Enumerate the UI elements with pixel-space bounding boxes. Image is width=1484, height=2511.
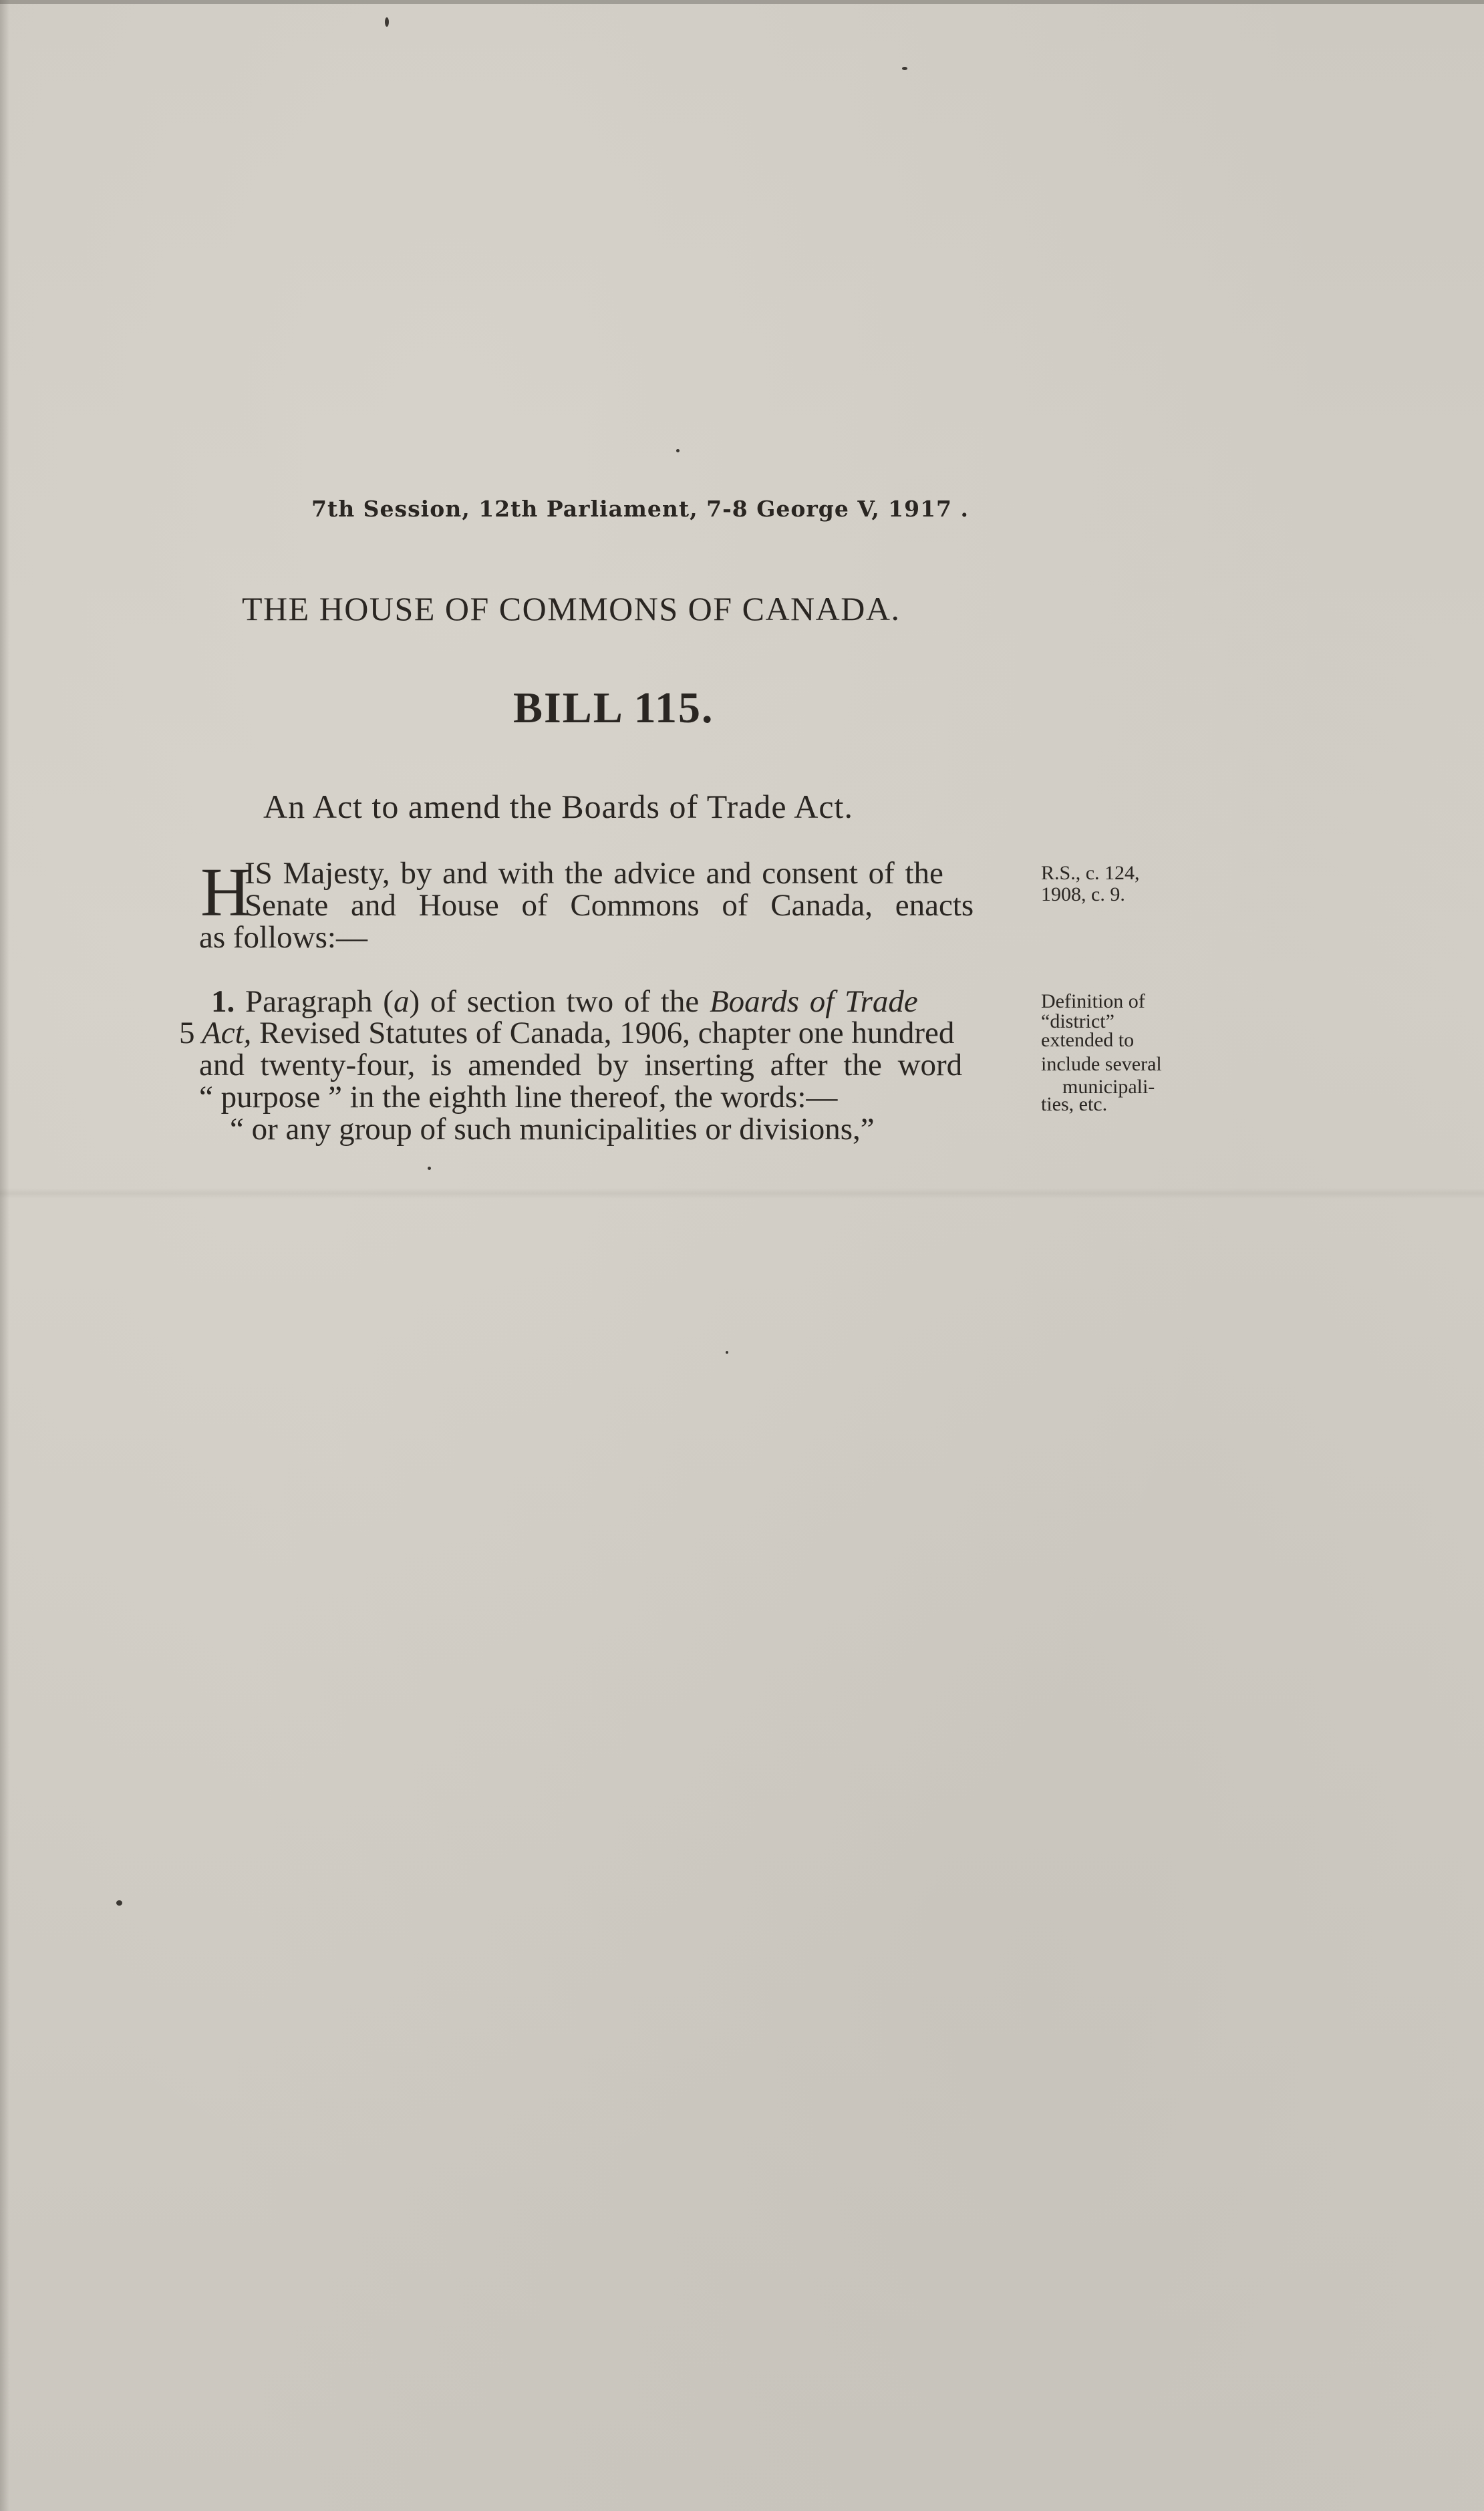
preamble-line-2: Senate and House of Commons of Canada, enacts [245, 888, 974, 923]
session-line: 7th Session, 12th Parliament, 7-8 George V, 1917 . [311, 496, 969, 522]
section1-line-1-text-c: ) of section two of the [409, 984, 710, 1019]
section1-line-2-text: Revised Statutes of Canada, 1906, chapter one hundred [251, 1016, 955, 1050]
page-top-edge [0, 0, 1484, 4]
section1-line-4: “ purpose ” in the eighth line thereof, the words:— [199, 1080, 838, 1115]
marginal-ref-line-1: R.S., c. 124, [1041, 862, 1140, 884]
marginal-ref-line-2: 1908, c. 9. [1041, 883, 1125, 905]
house-heading: THE HOUSE OF COMMONS OF CANADA. [242, 590, 901, 627]
preamble-dropcap: H [200, 854, 251, 931]
page-left-edge [0, 0, 9, 2511]
section1-line-3: and twenty-four, is amended by inserting after the word [199, 1048, 963, 1082]
preamble-line-3: as follows:— [199, 920, 367, 955]
section1-line-2 [202, 1018, 954, 1049]
paper-speck [428, 1167, 431, 1170]
paper-speck [676, 449, 680, 452]
preamble-line-1: IS Majesty, by and with the advice and consent of the [245, 856, 943, 891]
marginal-def-line-4: include several [1041, 1053, 1162, 1075]
page-fold-line [0, 1188, 1484, 1199]
section1-act-name: Boards of Trade [709, 984, 918, 1019]
section1-line-5: “ or any group of such municipalities or divisions,” [230, 1112, 875, 1147]
marginal-def-line-5: municipali- [1062, 1076, 1155, 1098]
section-number: 1. [211, 984, 235, 1019]
marginal-def-line-2: “district” [1041, 1010, 1115, 1032]
section1-line-1-text-a: Paragraph ( [245, 984, 394, 1019]
paper-speck [385, 17, 389, 27]
paper-speck [726, 1351, 728, 1354]
bill-number: BILL 115. [513, 684, 714, 732]
section1-paragraph-letter: a [393, 984, 410, 1019]
act-title: An Act to amend the Boards of Trade Act. [263, 788, 853, 825]
paper-speck [902, 67, 907, 70]
paper-speck [116, 1900, 122, 1906]
marginal-def-line-3: extended to [1041, 1029, 1135, 1051]
section1-act-word: Act, [202, 1016, 252, 1050]
line-number: 5 [179, 1016, 195, 1050]
section1-line-1 [211, 986, 918, 1018]
marginal-def-line-6: ties, etc. [1041, 1093, 1108, 1115]
marginal-def-line-1: Definition of [1041, 990, 1145, 1012]
